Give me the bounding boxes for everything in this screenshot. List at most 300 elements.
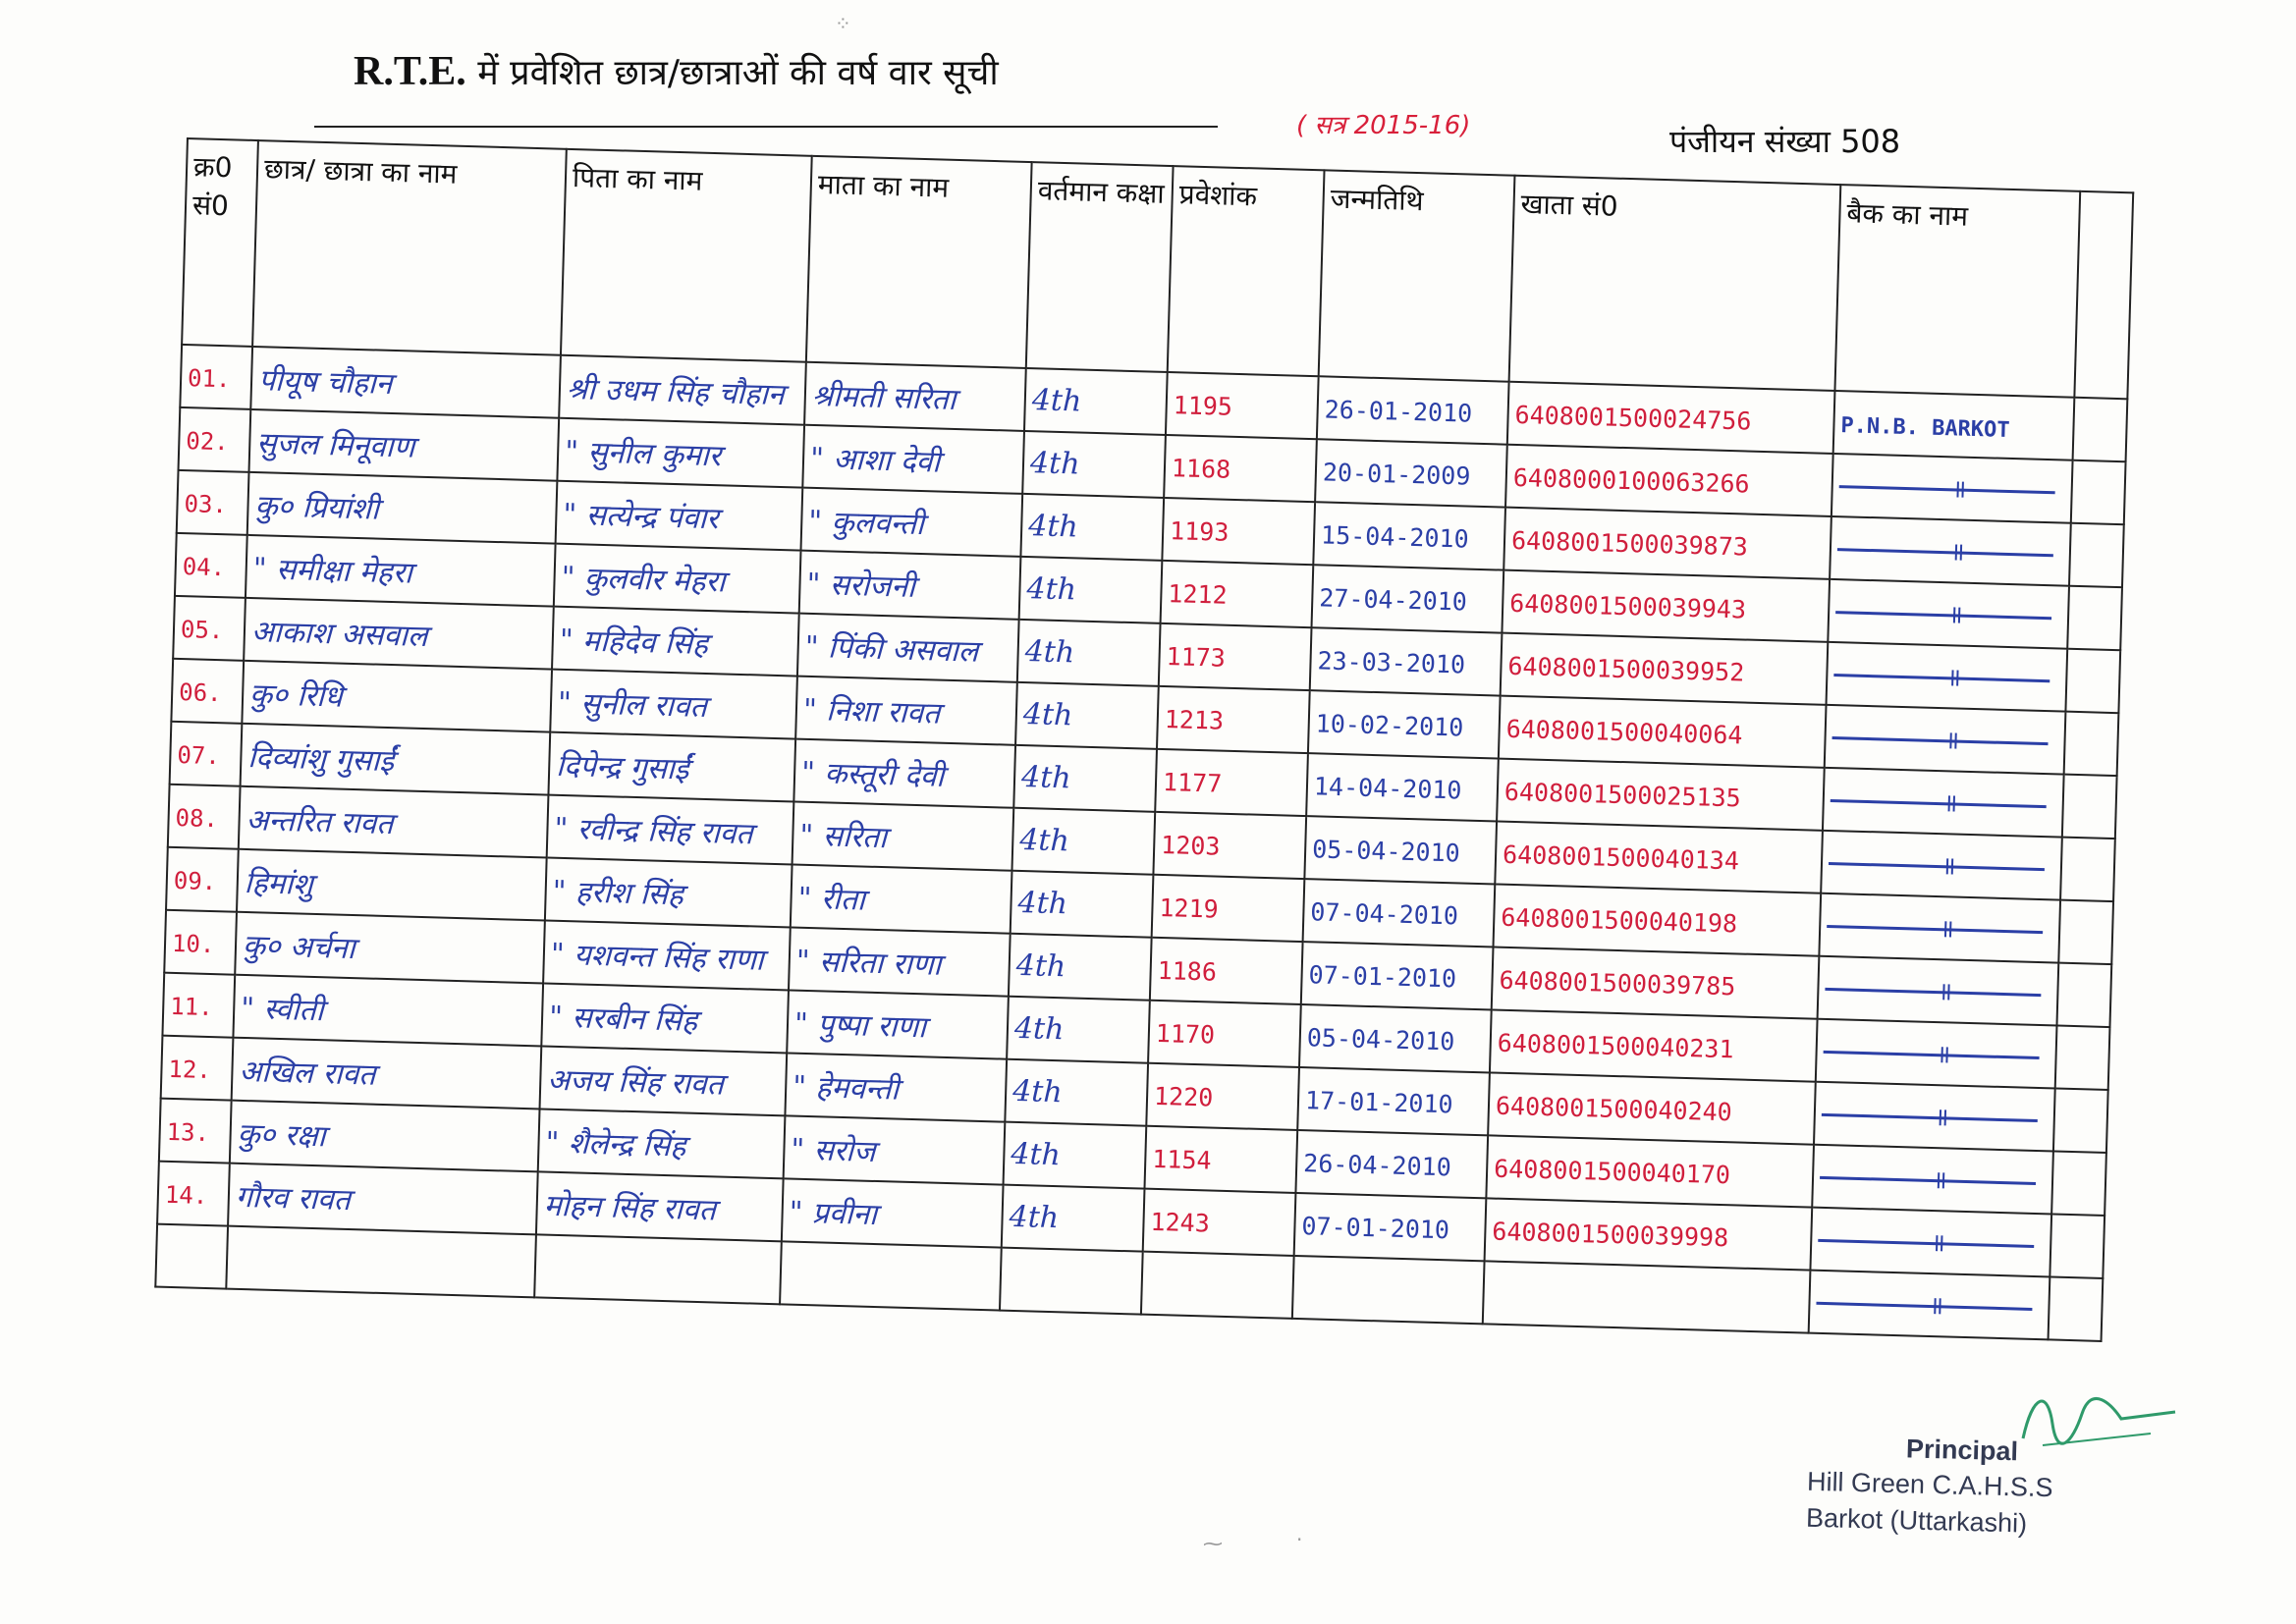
serial-text: 08. [175, 803, 219, 833]
col-student-name: छात्र/ छात्रा का नाम [252, 140, 567, 355]
class-text: 4th [1020, 759, 1072, 795]
dob-cell [1303, 879, 1496, 947]
ditto-dash-mark [1829, 861, 2045, 870]
father-name-text: मोहन सिंह रावत [543, 1188, 717, 1227]
account-text: 6408001500040064 [1505, 714, 1743, 749]
serial-text: 01. [187, 363, 231, 393]
student-name-cell [250, 347, 561, 418]
bank-cell [1814, 1082, 2055, 1152]
dob-text: 15-04-2010 [1320, 519, 1470, 554]
mother-name-cell [804, 362, 1026, 431]
account-text: 6408001500039952 [1507, 651, 1745, 686]
account-text: 6408001500040134 [1502, 839, 1740, 875]
class-cell [1009, 934, 1152, 1001]
extra-cell [2071, 460, 2126, 524]
admission-text: 1170 [1155, 1018, 1216, 1050]
mother-name-cell [789, 927, 1011, 996]
class-cell [1011, 808, 1155, 875]
mother-name-text: " हेमवन्ती [792, 1069, 900, 1108]
dob-cell [1313, 502, 1505, 569]
father-name-cell [536, 1171, 784, 1241]
student-name-text: गौरव रावत [235, 1179, 352, 1218]
admission-cell [1143, 1189, 1296, 1256]
father-name-cell [554, 544, 801, 614]
serial-cell [170, 722, 243, 786]
account-cell [1507, 382, 1835, 454]
admission-text: 1177 [1162, 767, 1223, 798]
account-cell [1501, 633, 1829, 705]
mother-name-text: " कस्तूरी देवी [800, 755, 945, 794]
bank-text: P.N.B. BARKOT [1840, 412, 2010, 443]
registration-number: पंजीयन संख्या 508 [1669, 123, 1901, 160]
title-text: में प्रवेशित छात्र/छात्राओं की वर्ष वार सूची [477, 53, 999, 93]
account-cell [1497, 759, 1825, 831]
father-name-cell [548, 732, 795, 802]
class-text: 4th [1011, 1073, 1064, 1110]
mother-name-text: " सरिता [798, 818, 888, 855]
ditto-dash-mark [1824, 1050, 2040, 1058]
class-text: 4th [1024, 633, 1075, 670]
class-cell [1020, 494, 1164, 561]
mother-name-text: " सरोज [790, 1132, 876, 1169]
father-name-cell [550, 670, 797, 739]
class-text: 4th [1018, 822, 1070, 858]
dob-text: 23-03-2010 [1317, 645, 1466, 679]
admission-text: 1219 [1159, 893, 1220, 924]
ditto-dash-mark [1816, 1301, 2032, 1310]
class-text: 4th [1029, 445, 1081, 482]
student-name-cell [230, 1101, 540, 1172]
dob-text: 07-01-2010 [1308, 959, 1457, 993]
ditto-dash-mark [1818, 1238, 2034, 1247]
student-name-text: अखिल रावत [238, 1054, 376, 1093]
father-name-text: " सरबीन सिंह [548, 1000, 698, 1039]
student-name-text: कु० प्रियांशी [254, 488, 380, 527]
col-admission: प्रवेशांक [1168, 166, 1325, 376]
dob-text: 26-04-2010 [1302, 1148, 1452, 1181]
mother-name-text: " पिंकी असवाल [804, 629, 979, 670]
serial-cell [157, 1162, 230, 1226]
class-text: 4th [1026, 570, 1077, 607]
admission-text: 1193 [1169, 515, 1230, 547]
blank-cell [1809, 1271, 2050, 1340]
mother-name-text: " प्रवीना [789, 1195, 878, 1232]
serial-text: 03. [184, 489, 228, 518]
admission-text: 1220 [1153, 1081, 1214, 1112]
extra-cell [2067, 586, 2122, 650]
admission-text: 1243 [1150, 1207, 1211, 1238]
account-text: 6408001500040240 [1495, 1091, 1733, 1126]
ditto-dash-mark [1835, 611, 2051, 620]
col-extra [2074, 191, 2133, 399]
mother-name-text: " कुलवन्ती [807, 504, 925, 542]
serial-text: 12. [168, 1055, 212, 1084]
dob-cell [1297, 1067, 1490, 1135]
dob-text: 05-04-2010 [1306, 1022, 1455, 1056]
class-cell [1007, 997, 1150, 1063]
student-name-text: पीयूष चौहान [257, 362, 393, 402]
mother-name-cell [784, 1115, 1006, 1184]
admission-cell [1144, 1126, 1297, 1193]
dob-text: 07-04-2010 [1310, 896, 1459, 930]
blank-cell [155, 1224, 228, 1289]
ditto-dash-mark [1822, 1112, 2038, 1121]
account-cell [1502, 570, 1830, 642]
student-name-cell [232, 1038, 542, 1110]
serial-cell [161, 1036, 234, 1101]
dob-text: 17-01-2010 [1304, 1085, 1453, 1118]
admission-text: 1173 [1166, 641, 1227, 673]
admission-cell [1166, 372, 1319, 439]
blank-cell [780, 1241, 1002, 1310]
admission-text: 1203 [1160, 830, 1221, 861]
serial-cell [168, 785, 241, 849]
account-cell [1493, 884, 1821, 955]
admission-cell [1161, 561, 1314, 627]
mother-name-cell [797, 614, 1019, 682]
student-name-cell [249, 409, 560, 481]
dob-cell [1304, 816, 1497, 884]
dob-cell [1312, 565, 1504, 632]
serial-text: 02. [185, 426, 230, 456]
mother-name-cell [791, 865, 1012, 934]
father-name-text: " सुनील रावत [557, 685, 708, 725]
account-cell [1503, 508, 1831, 579]
father-name-text: श्री उधम सिंह चौहान [566, 371, 786, 412]
admission-cell [1146, 1063, 1299, 1130]
serial-cell [180, 345, 252, 409]
account-cell [1486, 1135, 1814, 1207]
class-text: 4th [1017, 885, 1068, 921]
account-cell [1505, 445, 1833, 516]
blank-cell [534, 1234, 782, 1304]
student-name-cell [241, 724, 551, 795]
father-name-text: " कुलवीर मेहरा [561, 560, 726, 599]
father-name-text: " रवीन्द्र सिंह रावत [554, 811, 754, 851]
mother-name-text: श्रीमती सरिता [811, 378, 957, 417]
account-cell [1499, 696, 1827, 768]
admission-cell [1155, 749, 1308, 816]
extra-cell [2056, 963, 2111, 1027]
serial-cell [164, 910, 237, 975]
admission-cell [1162, 498, 1315, 565]
extra-cell [2053, 1089, 2108, 1153]
bank-cell [1830, 516, 2071, 586]
student-name-text: कु० अर्चना [242, 928, 356, 966]
class-cell [1022, 431, 1166, 498]
father-name-text: " सुनील कुमार [564, 434, 722, 473]
class-cell [1011, 871, 1154, 938]
account-cell [1485, 1198, 1813, 1270]
dob-text: 10-02-2010 [1315, 708, 1464, 742]
dob-cell [1315, 439, 1507, 507]
student-name-text: आकाश असवाल [250, 614, 428, 654]
admission-cell [1153, 812, 1306, 879]
mother-name-cell [782, 1178, 1004, 1247]
serial-cell [166, 847, 239, 912]
mother-name-cell [802, 425, 1024, 494]
serial-cell [175, 533, 247, 598]
mother-name-text: " पुष्पा राणा [793, 1006, 927, 1045]
student-name-cell [246, 535, 556, 607]
extra-cell [2065, 649, 2120, 713]
extra-cell [2055, 1026, 2110, 1090]
bank-cell [1812, 1145, 2053, 1215]
scan-speck: ⁘ [835, 12, 851, 35]
mother-name-text: " सरिता राणा [795, 944, 942, 983]
father-name-cell [556, 481, 803, 551]
account-cell [1490, 1009, 1818, 1081]
blank-cell [1292, 1256, 1485, 1324]
admission-cell [1157, 686, 1310, 753]
bank-cell [1833, 391, 2075, 460]
admission-text: 1186 [1157, 955, 1218, 987]
mother-name-cell [785, 1053, 1007, 1121]
dob-text: 27-04-2010 [1318, 582, 1468, 617]
class-cell [1019, 557, 1163, 623]
student-name-cell [233, 975, 543, 1047]
admission-text: 1195 [1173, 390, 1233, 421]
student-name-text: अन्तरित रावत [246, 802, 394, 841]
ditto-dash-mark [1837, 548, 2053, 557]
class-cell [1024, 368, 1168, 435]
admission-cell [1150, 938, 1303, 1004]
col-father-name: पिता का नाम [561, 149, 812, 362]
account-text: 6408001500039943 [1508, 588, 1747, 624]
serial-cell [159, 1099, 232, 1164]
father-name-text: " शैलेन्द्र सिंह [545, 1125, 686, 1164]
father-name-cell [538, 1109, 786, 1178]
student-name-text: कु० रक्षा [237, 1116, 326, 1154]
mother-name-cell [793, 802, 1014, 871]
class-text: 4th [1015, 947, 1066, 984]
father-name-text: " महिदेव सिंह [559, 623, 709, 662]
account-cell [1492, 947, 1820, 1018]
serial-text: 04. [182, 552, 226, 581]
ditto-dash-mark [1839, 485, 2055, 494]
bank-cell [1818, 956, 2059, 1026]
admission-text: 1154 [1151, 1144, 1212, 1175]
mother-name-cell [793, 739, 1015, 808]
father-name-text: " हरीश सिंह [552, 874, 684, 912]
student-name-cell [242, 661, 552, 732]
account-text: 6408001500039873 [1510, 525, 1749, 562]
admission-text: 1212 [1168, 578, 1229, 610]
dob-text: 26-01-2010 [1324, 394, 1473, 428]
blank-cell [1000, 1248, 1143, 1315]
father-name-text: " सत्येन्द्र पंवार [562, 497, 720, 536]
bank-cell [1816, 1019, 2057, 1089]
blank-cell [226, 1226, 536, 1298]
student-name-text: " स्वीती [240, 991, 325, 1028]
serial-cell [162, 973, 235, 1038]
class-text: 4th [1010, 1136, 1062, 1172]
class-cell [1004, 1122, 1147, 1189]
father-name-text: दिपेन्द्र गुसाईं [555, 748, 689, 787]
scan-speck: ⁓ [1203, 1532, 1223, 1555]
extra-cell [2058, 900, 2113, 964]
student-name-text: कु० रिधि [248, 677, 344, 715]
father-name-cell [552, 607, 799, 677]
student-name-cell [239, 786, 549, 858]
account-cell [1488, 1072, 1816, 1144]
ditto-dash-mark [1832, 736, 2049, 745]
account-cell [1495, 822, 1823, 893]
account-text: 6408001500040170 [1493, 1154, 1731, 1189]
class-text: 4th [1022, 696, 1073, 732]
serial-text: 10. [171, 929, 215, 958]
mother-name-text: " आशा देवी [809, 441, 941, 480]
ditto-dash-mark [1827, 924, 2043, 933]
serial-cell [177, 470, 249, 535]
bank-cell [1827, 642, 2068, 712]
class-text: 4th [1009, 1199, 1060, 1235]
extra-cell [2073, 398, 2128, 461]
bank-cell [1810, 1208, 2051, 1277]
col-serial: क्र0 सं0 [182, 138, 258, 347]
father-name-text: अजय सिंह रावत [546, 1062, 725, 1103]
bank-cell [1819, 893, 2060, 963]
serial-text: 05. [180, 615, 224, 644]
student-name-cell [235, 912, 545, 984]
account-text: 6408000100063266 [1512, 462, 1751, 499]
student-name-text: हिमांशु [244, 865, 314, 902]
student-name-cell [228, 1164, 538, 1235]
serial-text: 14. [164, 1180, 208, 1210]
serial-cell [173, 596, 246, 661]
class-cell [1002, 1185, 1145, 1252]
student-name-cell [244, 598, 554, 670]
student-name-text: दिव्यांशु गुसाईं [246, 739, 395, 779]
student-name-text: " समीक्षा मेहरा [252, 551, 413, 591]
class-text: 4th [1013, 1010, 1065, 1047]
col-class: वर्तमान कक्षा [1026, 162, 1174, 372]
col-bank: बैक का नाम [1834, 185, 2080, 398]
page-title [354, 47, 999, 95]
serial-text: 11. [169, 992, 214, 1021]
serial-text: 06. [178, 677, 222, 707]
ditto-dash-mark [1820, 1175, 2036, 1184]
father-name-text: " यशवन्त सिंह राणा [550, 937, 765, 978]
extra-cell [2060, 838, 2115, 901]
serial-cell [171, 659, 244, 724]
father-name-cell [543, 920, 791, 990]
account-text: 6408001500024756 [1514, 400, 1752, 436]
student-name-cell [247, 472, 558, 544]
mother-name-cell [787, 990, 1009, 1058]
account-text: 6408001500039785 [1499, 965, 1736, 1001]
dob-text: 07-01-2010 [1301, 1211, 1450, 1244]
mother-name-cell [800, 488, 1022, 557]
mother-name-cell [799, 551, 1021, 620]
title-underline [314, 126, 1218, 128]
class-cell [1015, 682, 1159, 749]
col-account: खाता सं0 [1509, 176, 1841, 391]
admission-cell [1152, 875, 1305, 942]
admission-cell [1164, 435, 1317, 502]
student-name-cell [237, 849, 547, 921]
extra-cell [2050, 1214, 2105, 1277]
mother-name-cell [795, 677, 1017, 745]
dob-text: 20-01-2009 [1322, 457, 1471, 491]
dob-cell [1306, 753, 1499, 821]
extra-cell [2069, 523, 2124, 587]
admission-cell [1148, 1001, 1301, 1067]
scan-speck: · [1296, 1528, 1303, 1551]
serial-text: 09. [173, 866, 217, 895]
dob-cell [1294, 1193, 1487, 1261]
bank-cell [1823, 768, 2064, 838]
school-place: Barkot (Uttarkashi) [1805, 1502, 2028, 1539]
student-name-text: सुजल मिनूवाण [255, 425, 415, 465]
col-mother-name: माता का नाम [806, 156, 1032, 368]
title-rte: R.T.E. [354, 49, 466, 94]
class-text: 4th [1031, 382, 1082, 419]
admission-text: 1168 [1171, 453, 1231, 484]
account-text: 6408001500025135 [1503, 777, 1742, 812]
serial-text: 07. [177, 740, 221, 770]
extra-cell [2062, 775, 2117, 839]
extra-cell [2051, 1151, 2106, 1215]
account-text: 6408001500040198 [1500, 902, 1738, 938]
mother-name-text: " रीता [797, 881, 866, 918]
student-table [154, 137, 2134, 1342]
bank-cell [1825, 705, 2066, 775]
serial-text: 13. [166, 1117, 210, 1147]
class-cell [1017, 620, 1161, 686]
blank-cell [1141, 1252, 1294, 1319]
ditto-dash-mark [1825, 987, 2041, 996]
dob-text: 05-04-2010 [1311, 834, 1461, 867]
mother-name-text: " निशा रावत [802, 692, 941, 731]
admission-cell [1159, 623, 1312, 690]
principal-stamp [1806, 1429, 2054, 1543]
bank-cell [1828, 579, 2069, 649]
admission-text: 1213 [1164, 704, 1225, 735]
father-name-cell [545, 858, 793, 928]
class-cell [1013, 745, 1157, 812]
dob-cell [1308, 690, 1501, 758]
ditto-dash-mark [1833, 674, 2050, 682]
school-name: Hill Green C.A.H.S.S [1806, 1467, 2053, 1503]
mother-name-text: " सरोजनी [806, 567, 916, 605]
father-name-cell [559, 355, 806, 425]
account-text: 6408001500039998 [1492, 1217, 1729, 1252]
father-name-cell [541, 983, 789, 1053]
class-text: 4th [1027, 508, 1079, 544]
account-text: 6408001500040231 [1497, 1028, 1734, 1063]
dob-cell [1295, 1130, 1488, 1198]
dob-cell [1299, 1004, 1492, 1072]
ditto-dash-mark [1831, 798, 2047, 807]
blank-cell [1483, 1261, 1811, 1332]
dob-text: 14-04-2010 [1313, 771, 1462, 805]
father-name-cell [557, 418, 804, 488]
class-cell [1005, 1059, 1148, 1126]
father-name-cell [540, 1046, 788, 1115]
serial-cell [179, 407, 251, 472]
bank-cell [1831, 454, 2073, 523]
father-name-cell [547, 795, 794, 865]
dob-cell [1310, 627, 1503, 695]
col-dob: जन्मतिथि [1319, 170, 1515, 381]
bank-cell [1821, 831, 2062, 900]
dob-cell [1317, 376, 1509, 444]
blank-cell [2049, 1276, 2104, 1340]
extra-cell [2064, 712, 2119, 776]
dob-cell [1301, 942, 1494, 1009]
principal-label: Principal [1905, 1434, 2019, 1467]
